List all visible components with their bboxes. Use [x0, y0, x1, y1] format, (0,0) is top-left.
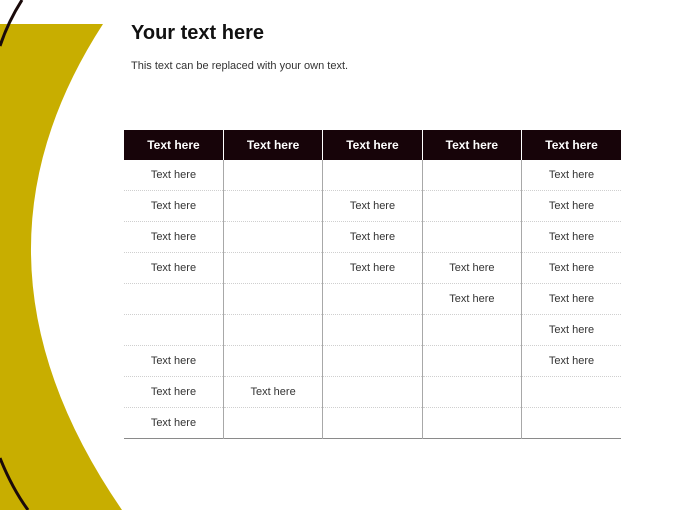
table-row	[124, 377, 621, 408]
table-cell: Text here	[522, 253, 621, 284]
table-cell	[223, 284, 322, 315]
table-cell: Text here	[422, 284, 521, 315]
table-cell	[422, 408, 521, 439]
table-cell: Text here	[124, 346, 223, 377]
table-cell: Text here	[150, 417, 197, 429]
table-row	[124, 222, 621, 253]
table-row	[124, 315, 621, 346]
table-row	[124, 408, 621, 439]
table-cell	[223, 253, 322, 284]
table-cell: Text here	[522, 315, 621, 346]
table-row	[124, 160, 621, 191]
table-row	[124, 284, 621, 315]
table-cell	[422, 160, 521, 191]
table-cell: Text here	[323, 222, 422, 253]
table-cell: Text here	[522, 346, 621, 377]
table-cell: Text here	[422, 253, 521, 284]
table-row	[124, 253, 621, 284]
table-cell	[323, 377, 422, 408]
data-table	[124, 130, 621, 439]
table-cell: Text here	[522, 222, 621, 253]
table-cell: Text here	[124, 377, 223, 408]
table-cell: Text here	[522, 160, 621, 191]
table-cell	[323, 160, 422, 191]
table-cell: Text here	[124, 191, 223, 222]
table-cell	[522, 408, 621, 439]
page-subtitle: This text can be replaced with your own text.	[131, 60, 349, 72]
table-cell: Text here	[124, 160, 223, 191]
table-cell	[223, 315, 322, 346]
table-cell	[422, 222, 521, 253]
table-cell	[422, 346, 521, 377]
table-cell: Text here	[124, 253, 223, 284]
page-title: Your text here	[131, 22, 264, 44]
table-row	[124, 191, 621, 222]
table-header-row	[124, 130, 621, 160]
table-cell: Text here	[323, 191, 422, 222]
column-header: Text here	[124, 130, 223, 160]
table-cell	[323, 315, 422, 346]
table-cell	[223, 222, 322, 253]
table-cell: Text here	[124, 222, 223, 253]
table-row	[124, 346, 621, 377]
column-header: Text here	[223, 130, 322, 160]
column-header: Text here	[323, 130, 422, 160]
table-cell: Text here	[522, 284, 621, 315]
table-cell	[323, 408, 422, 439]
table-cell	[223, 160, 322, 191]
table-cell	[422, 315, 521, 346]
table-cell	[223, 346, 322, 377]
table-cell	[323, 284, 422, 315]
table-cell	[223, 191, 322, 222]
table-cell	[124, 284, 223, 315]
column-header: Text here	[522, 130, 621, 160]
table-cell	[522, 377, 621, 408]
table-cell: Text here	[522, 191, 621, 222]
table-cell	[422, 191, 521, 222]
yellow-arc	[0, 24, 122, 510]
table-cell	[124, 315, 223, 346]
column-header: Text here	[422, 130, 521, 160]
table-cell	[323, 346, 422, 377]
table-cell	[223, 408, 322, 439]
table-cell	[422, 377, 521, 408]
table-cell: Text here	[223, 377, 322, 408]
table-cell: Text here	[323, 253, 422, 284]
